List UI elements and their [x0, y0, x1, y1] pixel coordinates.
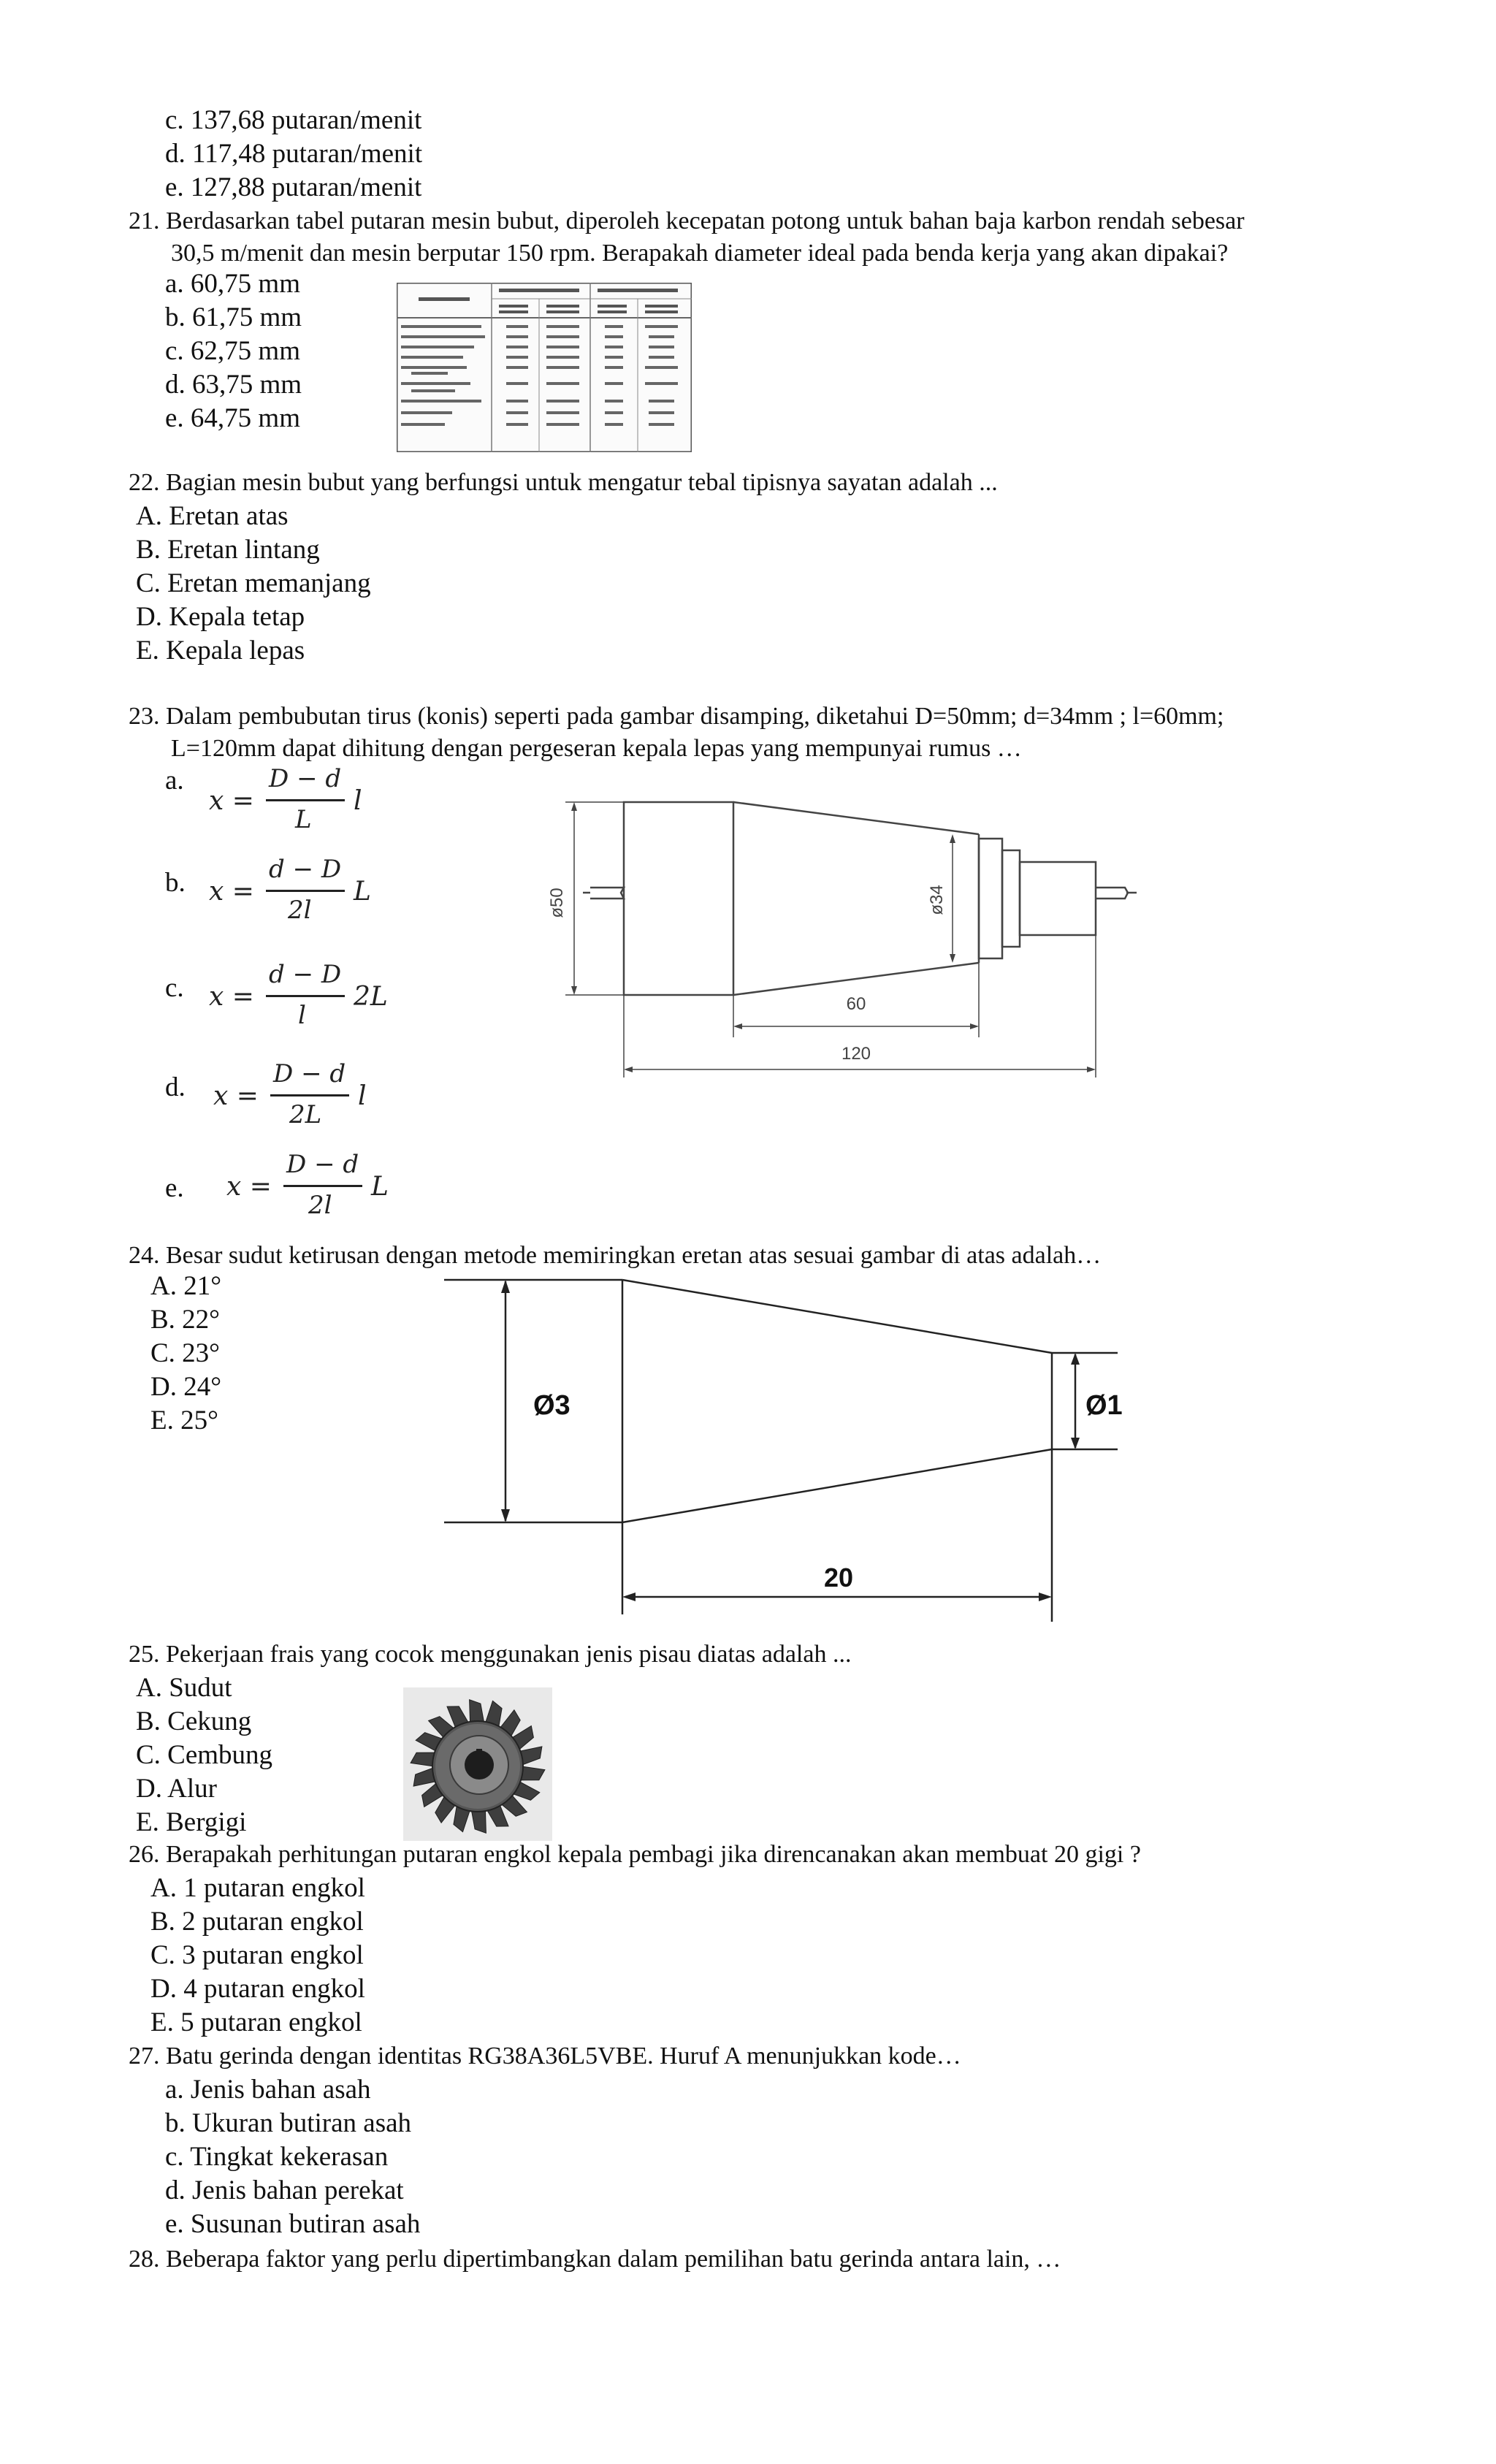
- q23-option-d-label: d.: [165, 1072, 186, 1102]
- taper-angle-drawing: [438, 1271, 1125, 1629]
- q21-option-d: d. 63,75 mm: [165, 370, 302, 400]
- q21-text-line1: 21. Berdasarkan tabel putaran mesin bubut, diperoleh kecepatan potong untuk bahan baja karbon rendah sebesar: [129, 207, 1245, 234]
- q25-text: 25. Pekerjaan frais yang cocok menggunakan jenis pisau diatas adalah ...: [129, 1641, 852, 1668]
- q26-option-a: A. 1 putaran engkol: [150, 1873, 365, 1903]
- q23-formula-e: x = D − d 2l L: [226, 1150, 389, 1220]
- dim-120-label: 120: [841, 1044, 871, 1064]
- q28-text: 28. Beberapa faktor yang perlu dipertimbangkan dalam pemilihan batu gerinda antara lain, …: [129, 2246, 1061, 2273]
- q23-formula-a: x = D − d L l: [209, 764, 362, 834]
- q24-option-b: B. 22°: [150, 1305, 220, 1335]
- q21-option-c: c. 62,75 mm: [165, 336, 300, 366]
- milling-cutter-image: [403, 1687, 552, 1841]
- q23-formula-c: x = d − D l 2L: [209, 960, 388, 1030]
- q22-option-a: A. Eretan atas: [136, 501, 289, 531]
- q22-text: 22. Bagian mesin bubut yang berfungsi untuk mengatur tebal tipisnya sayatan adalah ...: [129, 469, 998, 496]
- q27-text: 27. Batu gerinda dengan identitas RG38A36L5VBE. Huruf A menunjukkan kode…: [129, 2042, 961, 2070]
- q26-option-c: C. 3 putaran engkol: [150, 1940, 364, 1970]
- q22-option-b: B. Eretan lintang: [136, 535, 320, 565]
- q22-option-e: E. Kepala lepas: [136, 636, 305, 665]
- q21-option-e: e. 64,75 mm: [165, 403, 300, 433]
- q21-text-line2: 30,5 m/menit dan mesin berputar 150 rpm. Berapakah diameter ideal pada benda kerja yang akan dipakai?: [171, 240, 1229, 267]
- q24-option-a: A. 21°: [150, 1271, 222, 1301]
- q23-text-line2: L=120mm dapat dihitung dengan pergeseran kepala lepas yang mempunyai rumus …: [171, 735, 1022, 762]
- q23-text-line1: 23. Dalam pembubutan tirus (konis) seperti pada gambar disamping, diketahui D=50mm; d=34mm ; l=60mm;: [129, 703, 1224, 730]
- q22-option-d: D. Kepala tetap: [136, 602, 305, 632]
- q26-text: 26. Berapakah perhitungan putaran engkol kepala pembagi jika direncanakan akan membuat 20 gigi ?: [129, 1841, 1141, 1868]
- q20-option-e: e. 127,88 putaran/menit: [165, 172, 422, 202]
- q25-option-e: E. Bergigi: [136, 1807, 247, 1837]
- q23-option-b-label: b.: [165, 868, 186, 898]
- dim-60-label: 60: [846, 994, 866, 1014]
- dim-d50-label: ø50: [547, 888, 567, 918]
- dim-20-label: 20: [824, 1563, 854, 1593]
- taper-workpiece-drawing: [526, 789, 1140, 1096]
- q23-option-c-label: c.: [165, 973, 184, 1003]
- q27-option-d: d. Jenis bahan perekat: [165, 2175, 404, 2205]
- q23-option-a-label: a.: [165, 766, 184, 796]
- q23-option-e-label: e.: [165, 1173, 184, 1203]
- q25-option-b: B. Cekung: [136, 1706, 252, 1736]
- q27-option-a: a. Jenis bahan asah: [165, 2075, 371, 2105]
- dim-d1-label: Ø1: [1085, 1390, 1123, 1421]
- q24-text: 24. Besar sudut ketirusan dengan metode memiringkan eretan atas sesuai gambar di atas adalah…: [129, 1242, 1102, 1269]
- q27-option-b: b. Ukuran butiran asah: [165, 2108, 412, 2138]
- q27-option-e: e. Susunan butiran asah: [165, 2209, 421, 2239]
- q23-formula-b: x = d − D 2l L: [209, 855, 371, 925]
- q26-option-e: E. 5 putaran engkol: [150, 2007, 362, 2037]
- dim-d34-label: ø34: [927, 885, 947, 915]
- q25-option-a: A. Sudut: [136, 1673, 232, 1703]
- q24-option-d: D. 24°: [150, 1372, 222, 1402]
- cutting-speed-table-image: [397, 283, 692, 452]
- q27-option-c: c. Tingkat kekerasan: [165, 2142, 389, 2172]
- q26-option-d: D. 4 putaran engkol: [150, 1974, 365, 2004]
- q25-option-c: C. Cembung: [136, 1740, 273, 1770]
- q21-option-b: b. 61,75 mm: [165, 302, 302, 332]
- dim-d3-label: Ø3: [533, 1390, 570, 1421]
- q20-option-c: c. 137,68 putaran/menit: [165, 105, 422, 135]
- q20-option-d: d. 117,48 putaran/menit: [165, 139, 423, 169]
- q22-option-c: C. Eretan memanjang: [136, 568, 371, 598]
- q21-option-a: a. 60,75 mm: [165, 269, 300, 299]
- q26-option-b: B. 2 putaran engkol: [150, 1907, 364, 1937]
- q24-option-e: E. 25°: [150, 1405, 218, 1435]
- q25-option-d: D. Alur: [136, 1774, 217, 1804]
- q23-formula-d: x = D − d 2L l: [213, 1059, 367, 1129]
- q24-option-c: C. 23°: [150, 1338, 220, 1368]
